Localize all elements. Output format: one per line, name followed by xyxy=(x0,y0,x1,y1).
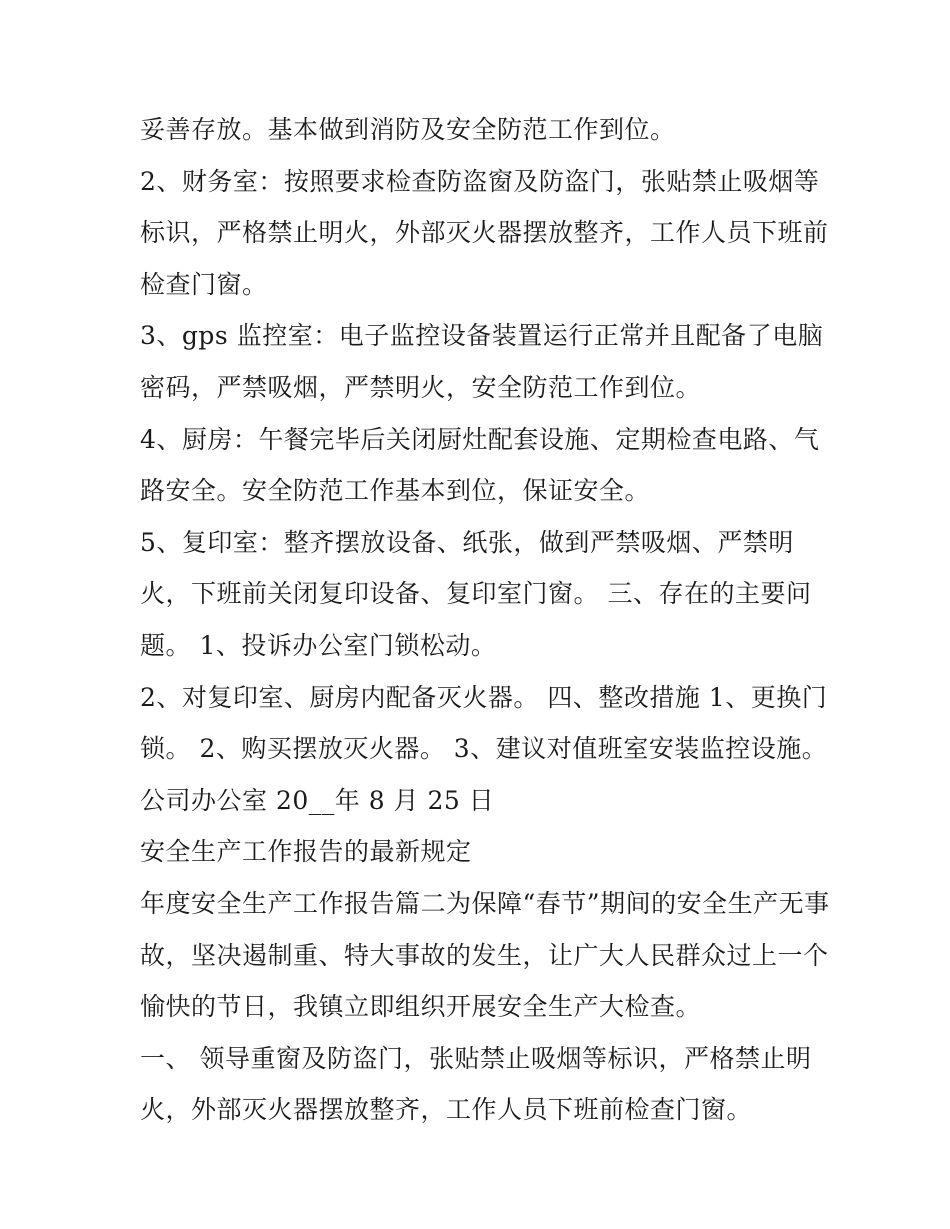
text-line: 4、厨房：午餐完毕后关闭厨灶配套设施、定期检查电路、气 xyxy=(140,424,820,454)
text-line: 锁。 2、购买摆放灭火器。 3、建议对值班室安装监控设施。 xyxy=(140,734,828,764)
text-line: 2、财务室：按照要求检查防盗窗及防盗门，张贴禁止吸烟等 xyxy=(140,166,820,196)
text-line: 题。 1、投诉办公室门锁松动。 xyxy=(140,630,497,660)
text-line: 路安全。安全防范工作基本到位，保证安全。 xyxy=(140,476,651,506)
text-line: 2、对复印室、厨房内配备灭火器。 四、整改措施 1、更换门 xyxy=(140,682,828,712)
text-line: 年度安全生产工作报告篇二为保障“春节”期间的安全生产无事 xyxy=(140,888,830,918)
text-line: 故，坚决遏制重、特大事故的发生，让广大人民群众过上一个 xyxy=(140,940,829,970)
section-heading: 安全生产工作报告的最新规定 xyxy=(140,837,472,867)
text-line: 火，下班前关闭复印设备、复印室门窗。 三、存在的主要问 xyxy=(140,579,812,609)
text-line: 检查门窗。 xyxy=(140,269,268,299)
document-body xyxy=(140,104,830,1136)
text-line: 密码，严禁吸烟，严禁明火，安全防范工作到位。 xyxy=(140,372,702,402)
text-line: 火，外部灭火器摆放整齐，工作人员下班前检查门窗。 xyxy=(140,1095,753,1125)
text-line: 愉快的节日，我镇立即组织开展安全生产大检查。 xyxy=(140,992,702,1022)
text-line: 5、复印室：整齐摆放设备、纸张，做到严禁吸烟、严禁明 xyxy=(140,527,794,557)
text-line: 一、 领导重窗及防盗门，张贴禁止吸烟等标识，严格禁止明 xyxy=(140,1043,812,1073)
text-line: 标识，严格禁止明火，外部灭火器摆放整齐，工作人员下班前 xyxy=(140,218,829,248)
text-line: 妥善存放。基本做到消防及安全防范工作到位。 xyxy=(140,115,676,144)
text-line: 3、gps 监控室：电子监控设备装置运行正常并且配备了电脑 xyxy=(140,321,824,351)
text-line: 公司办公室 20__年 8 月 25 日 xyxy=(140,785,495,815)
